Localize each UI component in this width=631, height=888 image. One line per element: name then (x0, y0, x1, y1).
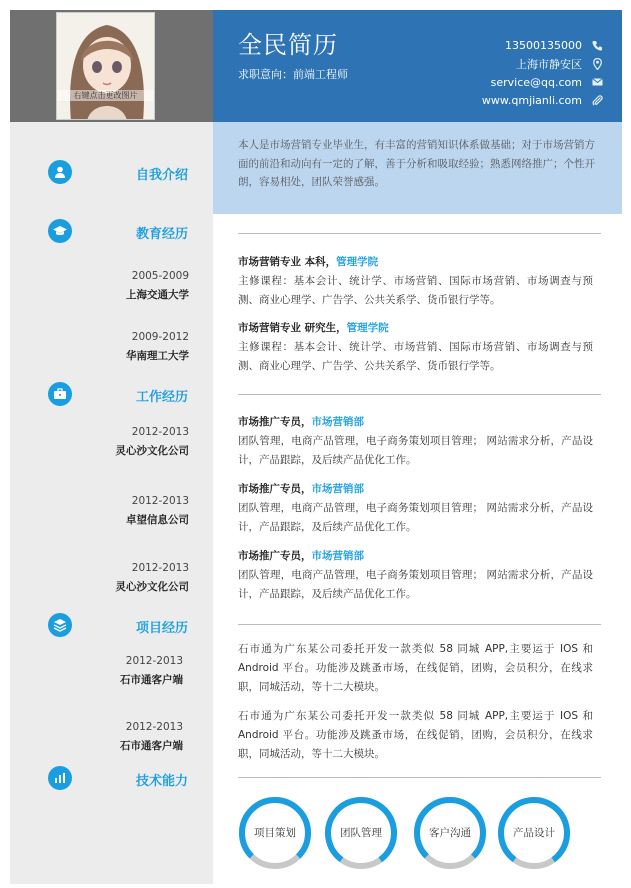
section-label-intro: 自我介绍 (135, 168, 188, 183)
section-label-work: 工作经历 (135, 390, 188, 405)
work-side-item (116, 423, 190, 461)
work-title: 市场推广专员， (238, 550, 312, 562)
education-title: 市场营销专业 本科， (238, 256, 337, 268)
header-photo-panel (10, 10, 213, 122)
divider (238, 394, 601, 395)
skill-name: 项目策划 (254, 827, 296, 839)
education-school: 华南理工大学 (126, 350, 189, 362)
project-description: 石市通为广东某公司委托开发一款类似 58 同城 APP,主要运于 IOS 和 Android 平台。功能涉及跳蚤市场，在线促销，团购，会员积分，在线求职，同城活动，等十二大模块。 (238, 710, 593, 760)
work-description: 团队管理，电商产品管理，电子商务策划项目管理； 网站需求分析，产品设计，产品跟踪，及后续产品优化工作。 (238, 435, 593, 466)
education-entry (238, 319, 593, 376)
project-entry (238, 640, 593, 697)
resume-title: 全民简历 (238, 31, 338, 59)
website-text: www.qmjianli.com (481, 94, 582, 108)
education-description: 主修课程：基本会计、统计学、市场营销、国际市场营销、市场调查与预测、商业心理学、广告学、公共关系学、货币银行学等。 (238, 275, 593, 306)
work-years: 2012-2013 (131, 495, 189, 507)
education-entry (238, 253, 593, 310)
location-pin-icon (590, 58, 604, 70)
work-title: 市场推广专员， (238, 416, 312, 428)
section-header-skills (48, 766, 188, 792)
divider (238, 777, 601, 778)
contact-list (482, 36, 604, 110)
email-text: service@qq.com (490, 75, 582, 89)
contact-email (482, 73, 604, 92)
education-years: 2005-2009 (131, 270, 189, 282)
contact-phone (482, 36, 604, 55)
education-school: 上海交通大学 (126, 289, 189, 301)
project-entry (238, 707, 593, 764)
skill-name: 团队管理 (340, 827, 382, 839)
skill-name: 客户沟通 (429, 827, 471, 839)
intro-text: 本人是市场营销专业毕业生，有丰富的营销知识体系做基础；对于市场营销方面的前沿和动向有一定的了解，善于分析和吸取经验；熟悉网络推广；个性开朗，容易相处，团队荣誉感强。 (213, 122, 622, 214)
address-text: 上海市静安区 (516, 57, 582, 71)
person-icon (48, 160, 72, 184)
work-dept: 市场营销部 (311, 483, 364, 495)
phone-text: 13500135000 (505, 38, 582, 52)
education-description: 主修课程：基本会计、统计学、市场营销、国际市场营销、市场调查与预测、商业心理学、广告学、公共关系学、货币银行学等。 (238, 341, 593, 372)
section-header-work (48, 382, 188, 408)
divider (238, 233, 601, 234)
education-org: 管理学院 (346, 322, 389, 334)
education-years: 2009-2012 (131, 331, 189, 343)
skill-ring (324, 796, 398, 870)
work-title: 市场推广专员， (238, 483, 312, 495)
skill-name: 产品设计 (513, 827, 555, 839)
contact-website (482, 92, 604, 111)
project-name: 石市通客户端 (120, 740, 183, 752)
divider (238, 624, 601, 625)
work-years: 2012-2013 (131, 562, 189, 574)
photo-caption: 右键点击更改图片 (57, 90, 154, 101)
sidebar (10, 122, 213, 884)
layers-icon (48, 613, 72, 637)
section-header-intro (48, 160, 188, 186)
portrait-illustration (57, 13, 155, 120)
work-description: 团队管理，电商产品管理，电子商务策划项目管理； 网站需求分析，产品设计，产品跟踪，及后续产品优化工作。 (238, 569, 593, 600)
project-years: 2012-2013 (125, 721, 183, 733)
project-name: 石市通客户端 (120, 674, 183, 686)
graduation-cap-icon (48, 219, 72, 243)
work-entry (238, 413, 593, 470)
skill-ring (413, 796, 487, 870)
skill-ring (497, 796, 571, 870)
work-company: 灵心沙文化公司 (115, 581, 189, 593)
job-intent: 求职意向：前端工程师 (238, 68, 348, 81)
section-header-education (48, 219, 188, 245)
project-side-item (120, 718, 183, 756)
work-years: 2012-2013 (131, 426, 189, 438)
work-entry (238, 547, 593, 604)
section-label-education: 教育经历 (135, 227, 188, 242)
profile-photo[interactable] (56, 12, 155, 120)
education-org: 管理学院 (336, 256, 379, 268)
header-banner (213, 10, 622, 122)
project-years: 2012-2013 (125, 655, 183, 667)
section-label-skills: 技术能力 (135, 774, 188, 789)
work-entry (238, 480, 593, 537)
bar-chart-icon (48, 766, 72, 790)
work-description: 团队管理，电商产品管理，电子商务策划项目管理； 网站需求分析，产品设计，产品跟踪，及后续产品优化工作。 (238, 502, 593, 533)
phone-icon (590, 40, 604, 51)
skills-rings (238, 796, 578, 876)
project-side-item (120, 652, 183, 690)
work-company: 卓望信息公司 (126, 514, 189, 526)
education-side-item (126, 328, 189, 366)
briefcase-icon (48, 382, 72, 406)
resume-page (10, 10, 622, 884)
section-header-project (48, 613, 188, 639)
education-title: 市场营销专业 研究生， (238, 322, 347, 334)
work-company: 灵心沙文化公司 (115, 445, 189, 457)
paperclip-icon (590, 95, 604, 106)
skill-ring (238, 796, 312, 870)
main-content (213, 122, 622, 884)
section-label-project: 项目经历 (135, 621, 188, 636)
project-description: 石市通为广东某公司委托开发一款类似 58 同城 APP,主要运于 IOS 和 Android 平台。功能涉及跳蚤市场，在线促销，团购，会员积分，在线求职，同城活动，等十二大模块。 (238, 643, 593, 693)
work-side-item (116, 559, 190, 597)
education-side-item (126, 267, 189, 305)
work-dept: 市场营销部 (311, 416, 364, 428)
envelope-icon (590, 78, 604, 86)
work-side-item (126, 492, 189, 530)
contact-address (482, 55, 604, 74)
work-dept: 市场营销部 (311, 550, 364, 562)
